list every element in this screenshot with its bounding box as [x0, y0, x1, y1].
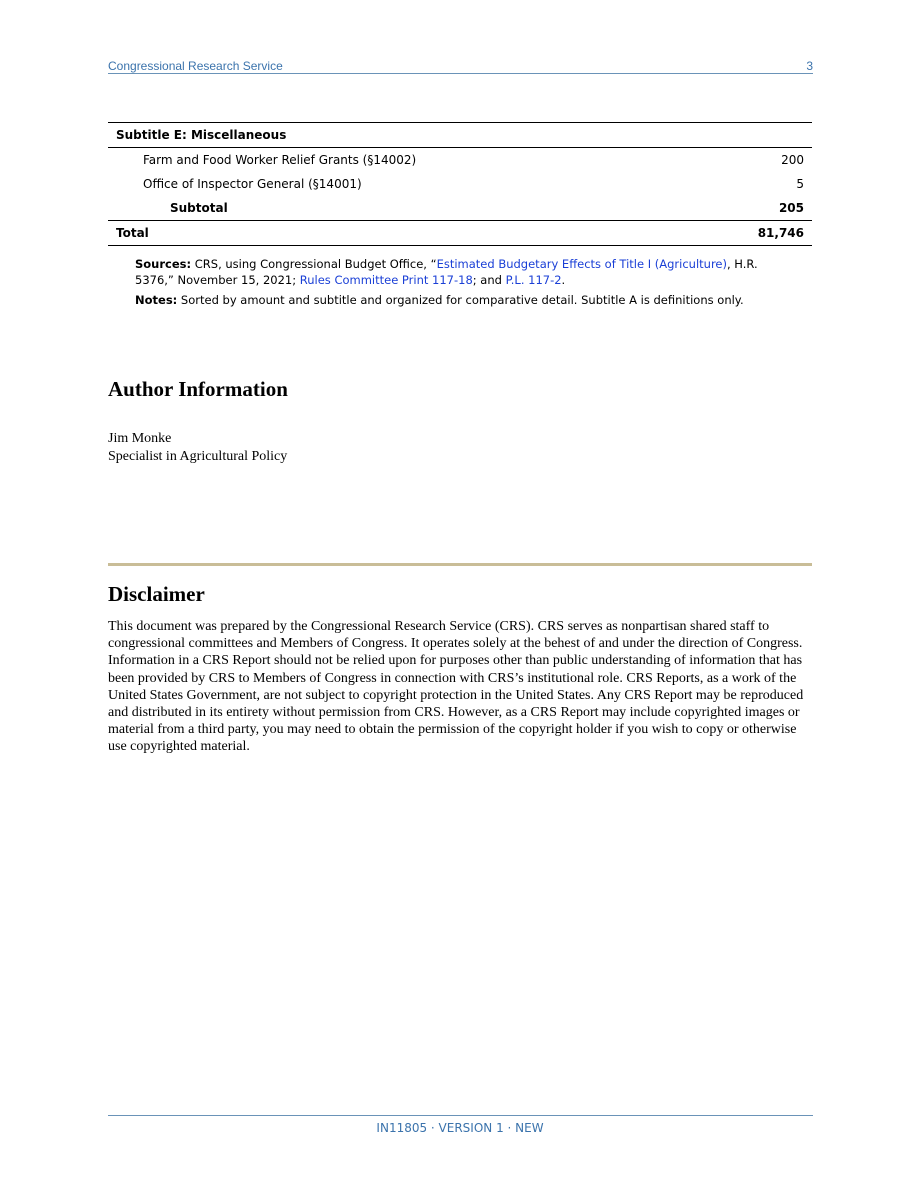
page-header — [108, 57, 813, 74]
sources-note — [135, 256, 795, 288]
author-title: Specialist in Agricultural Policy — [108, 449, 288, 464]
section-row — [108, 123, 812, 148]
rules-committee-print-link[interactable]: Rules Committee Print 117-18 — [299, 273, 473, 287]
sources-text: CRS, using Congressional Budget Office, “ — [191, 257, 437, 271]
table-row — [108, 148, 812, 173]
total-label: Total — [108, 221, 676, 246]
footer-divider — [108, 1115, 813, 1116]
author-block — [108, 430, 287, 466]
sources-text: . — [561, 273, 566, 287]
sources-label: Sources: — [135, 257, 192, 271]
table-row — [108, 172, 812, 196]
row-value: 5 — [796, 177, 804, 191]
subtotal-row — [108, 196, 812, 221]
public-law-link[interactable]: P.L. 117-2 — [505, 273, 562, 287]
author-heading: Author Information — [108, 377, 288, 401]
row-label: Farm and Food Worker Relief Grants (§14002) — [143, 153, 417, 167]
disclaimer-heading: Disclaimer — [108, 582, 205, 606]
table-notes — [135, 256, 795, 312]
footer-id: IN11805 · VERSION 1 · NEW — [376, 1121, 544, 1135]
total-row — [108, 221, 812, 246]
author-name: Jim Monke — [108, 431, 172, 446]
sources-text: , H.R. 5376,” November 15, 2021; — [135, 257, 758, 287]
notes-note — [135, 292, 795, 308]
total-value: 81,746 — [676, 221, 812, 246]
sources-text: ; and — [472, 273, 506, 287]
section-divider — [108, 563, 812, 566]
page-number: 3 — [806, 59, 813, 73]
section-title: Subtitle E: Miscellaneous — [108, 123, 812, 148]
header-org: Congressional Research Service — [108, 59, 283, 73]
cbo-estimate-link[interactable]: Estimated Budgetary Effects of Title I (Agriculture) — [436, 257, 727, 271]
row-label: Office of Inspector General (§14001) — [143, 177, 362, 191]
budget-table — [108, 122, 812, 246]
notes-label: Notes: — [135, 293, 178, 307]
disclaimer-text: This document was prepared by the Congressional Research Service (CRS). CRS serves as nonpartisan shared staff to congressional committees and Members of Congress. It operates solely at the behest of and under the direction of Congress. Information in a CRS Report should not be relied upon for purposes other than public understanding of information that has been provided by CRS to Members of Congress in connection with CRS’s institutional role. CRS Reports, as a work of the United States Government, are not subject to copyright protection in the United States. Any CRS Report may be reproduced and distributed in its entirety without permission from CRS. However, as a CRS Report may include copyrighted images or material from a third party, you may need to obtain the permission of the copyright holder if you wish to copy or otherwise use copyrighted material. — [108, 619, 804, 755]
notes-text: Sorted by amount and subtitle and organized for comparative detail. Subtitle A is definitions only. — [177, 293, 744, 307]
row-value: 200 — [781, 153, 804, 167]
subtotal-label: Subtotal — [170, 201, 228, 215]
subtotal-value: 205 — [778, 201, 804, 215]
